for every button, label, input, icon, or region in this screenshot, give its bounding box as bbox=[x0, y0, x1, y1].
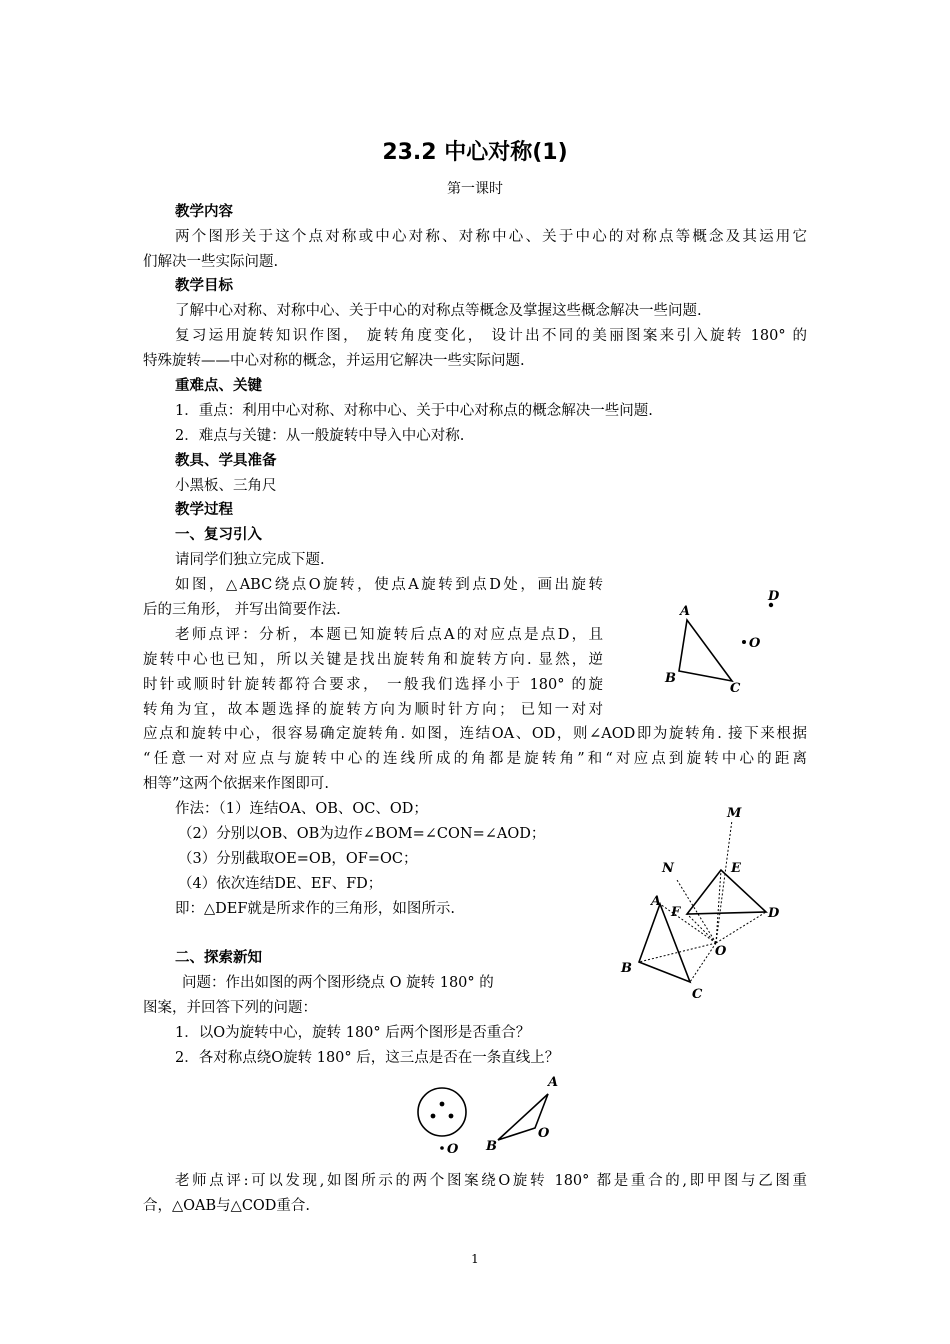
segment-ob bbox=[639, 943, 716, 962]
ray-om bbox=[716, 820, 732, 943]
figure-triangle-abc bbox=[660, 585, 790, 700]
explore-line-3: 1．以O为旋转中心，旋转 180° 后两个图形是否重合？ bbox=[175, 1025, 531, 1041]
key-line-1: 1．重点：利用中心对称、对称中心、关于中心对称点的概念解决一些问题. bbox=[175, 403, 653, 419]
page-number: 1 bbox=[471, 1252, 479, 1266]
label-c: C bbox=[730, 681, 741, 696]
label-o: O bbox=[447, 1142, 459, 1157]
review-line-10: 相等”这两个依据来作图即可. bbox=[143, 776, 330, 792]
review-line-5: 旋转中心也已知，所以关键是找出旋转角和旋转方向. 显然，逆 bbox=[143, 652, 603, 668]
segment-od bbox=[716, 912, 766, 943]
triangle-def bbox=[687, 870, 766, 914]
label-c: C bbox=[692, 987, 703, 1002]
label-o: O bbox=[715, 944, 727, 959]
label-m: M bbox=[727, 806, 742, 821]
label-b: B bbox=[621, 961, 632, 976]
circle-dot-right bbox=[449, 1114, 454, 1119]
triangle-abc bbox=[679, 620, 732, 681]
label-o: O bbox=[749, 636, 761, 651]
steps-line-3: （3）分别截取OE=OB，OF=OC； bbox=[178, 851, 418, 867]
label-e: E bbox=[731, 861, 741, 876]
comment-line-1: 老师点评:可以发现,如图所示的两个图案绕O旋转 180° 都是重合的,即甲图与乙图重 bbox=[175, 1173, 807, 1189]
content-line-1: 两个图形关于这个点对称或中心对称、对称中心、关于中心的对称点等概念及其运用它 bbox=[175, 229, 807, 245]
tools-heading: 教具、学具准备 bbox=[175, 453, 277, 469]
key-heading: 重难点、关键 bbox=[175, 378, 262, 394]
page-title: 23.2 中心对称(1) bbox=[382, 140, 568, 165]
steps-line-4: （4）依次连结DE、EF、FD； bbox=[178, 876, 383, 892]
label-b: B bbox=[486, 1139, 497, 1154]
circle-figure bbox=[418, 1088, 466, 1136]
goal-heading: 教学目标 bbox=[175, 278, 233, 294]
review-line-8: 应点和旋转中心，很容易确定旋转角. 如图，连结OA、OD，则∠AOD即为旋转角. 接下来根据 bbox=[143, 726, 807, 742]
figure-construction-def bbox=[615, 800, 795, 1005]
explore-line-2: 图案，并回答下列的问题： bbox=[143, 1000, 317, 1016]
review-heading: 一、复习引入 bbox=[175, 527, 262, 543]
label-b: B bbox=[665, 671, 676, 686]
review-line-7: 转角为宜，故本题选择的旋转方向为顺时针方向； 已知一对对 bbox=[143, 702, 603, 718]
label-f: F bbox=[671, 905, 681, 920]
point-o bbox=[742, 640, 746, 644]
review-line-2: 如图，△ABC绕点O旋转，使点A旋转到点D处，画出旋转 bbox=[175, 577, 603, 593]
label-d: D bbox=[768, 589, 780, 604]
steps-line-1: 作法：（1）连结OA、OB、OC、OD； bbox=[175, 801, 428, 817]
review-line-4: 老师点评：分析，本题已知旋转后点A的对应点是点D，且 bbox=[175, 627, 603, 643]
review-line-1: 请同学们独立完成下题. bbox=[175, 552, 325, 568]
goal-line-3: 特殊旋转——中心对称的概念，并运用它解决一些实际问题. bbox=[143, 353, 525, 369]
explore-line-1: 问题：作出如图的两个图形绕点 O 旋转 180° 的 bbox=[182, 975, 494, 991]
label-a: A bbox=[651, 894, 662, 909]
goal-line-2: 复习运用旋转知识作图， 旋转角度变化， 设计出不同的美丽图案来引入旋转 180° 的 bbox=[175, 328, 807, 344]
figure-circle-and-triangle bbox=[410, 1070, 580, 1160]
process-heading: 教学过程 bbox=[175, 502, 233, 518]
label-n: N bbox=[662, 861, 674, 876]
content-line-2: 们解决一些实际问题. bbox=[143, 254, 279, 270]
comment-line-2: 合，△OAB与△COD重合. bbox=[143, 1198, 311, 1214]
steps-line-2: （2）分别以OB、OB为边作∠BOM=∠CON=∠AOD； bbox=[178, 826, 546, 842]
label-a: A bbox=[680, 604, 691, 619]
explore-heading: 二、探索新知 bbox=[175, 950, 262, 966]
goal-line-1: 了解中心对称、对称中心、关于中心的对称点等概念及掌握这些概念解决一些问题. bbox=[175, 303, 702, 319]
segment-oc bbox=[690, 943, 716, 982]
label-o-triangle: O bbox=[538, 1126, 550, 1141]
label-d: D bbox=[768, 906, 780, 921]
key-line-2: 2．难点与关键：从一般旋转中导入中心对称. bbox=[175, 428, 465, 444]
ray-on bbox=[677, 880, 716, 943]
circle-dot-top bbox=[440, 1102, 445, 1107]
explore-line-4: 2．各对称点绕O旋转 180° 后，这三点是否在一条直线上？ bbox=[175, 1050, 560, 1066]
review-line-6: 时针或顺时针旋转都符合要求， 一般我们选择小于 180° 的旋 bbox=[143, 677, 603, 693]
content-heading: 教学内容 bbox=[175, 204, 233, 220]
segment-oa bbox=[660, 904, 716, 943]
circle-dot-left bbox=[431, 1114, 436, 1119]
tools-line-1: 小黑板、三角尺 bbox=[175, 478, 277, 494]
page-subtitle: 第一课时 bbox=[447, 181, 503, 197]
review-line-9: “任意一对对应点与旋转中心的连线所成的角都是旋转角”和“对应点到旋转中心的距离 bbox=[143, 751, 807, 767]
segment-of bbox=[687, 914, 716, 943]
label-a: A bbox=[548, 1075, 559, 1090]
review-line-3: 后的三角形， 并写出简要作法. bbox=[143, 602, 341, 618]
triangle-abc bbox=[639, 904, 690, 982]
steps-line-5: 即：△DEF就是所求作的三角形，如图所示. bbox=[175, 901, 456, 917]
point-o bbox=[440, 1146, 444, 1150]
